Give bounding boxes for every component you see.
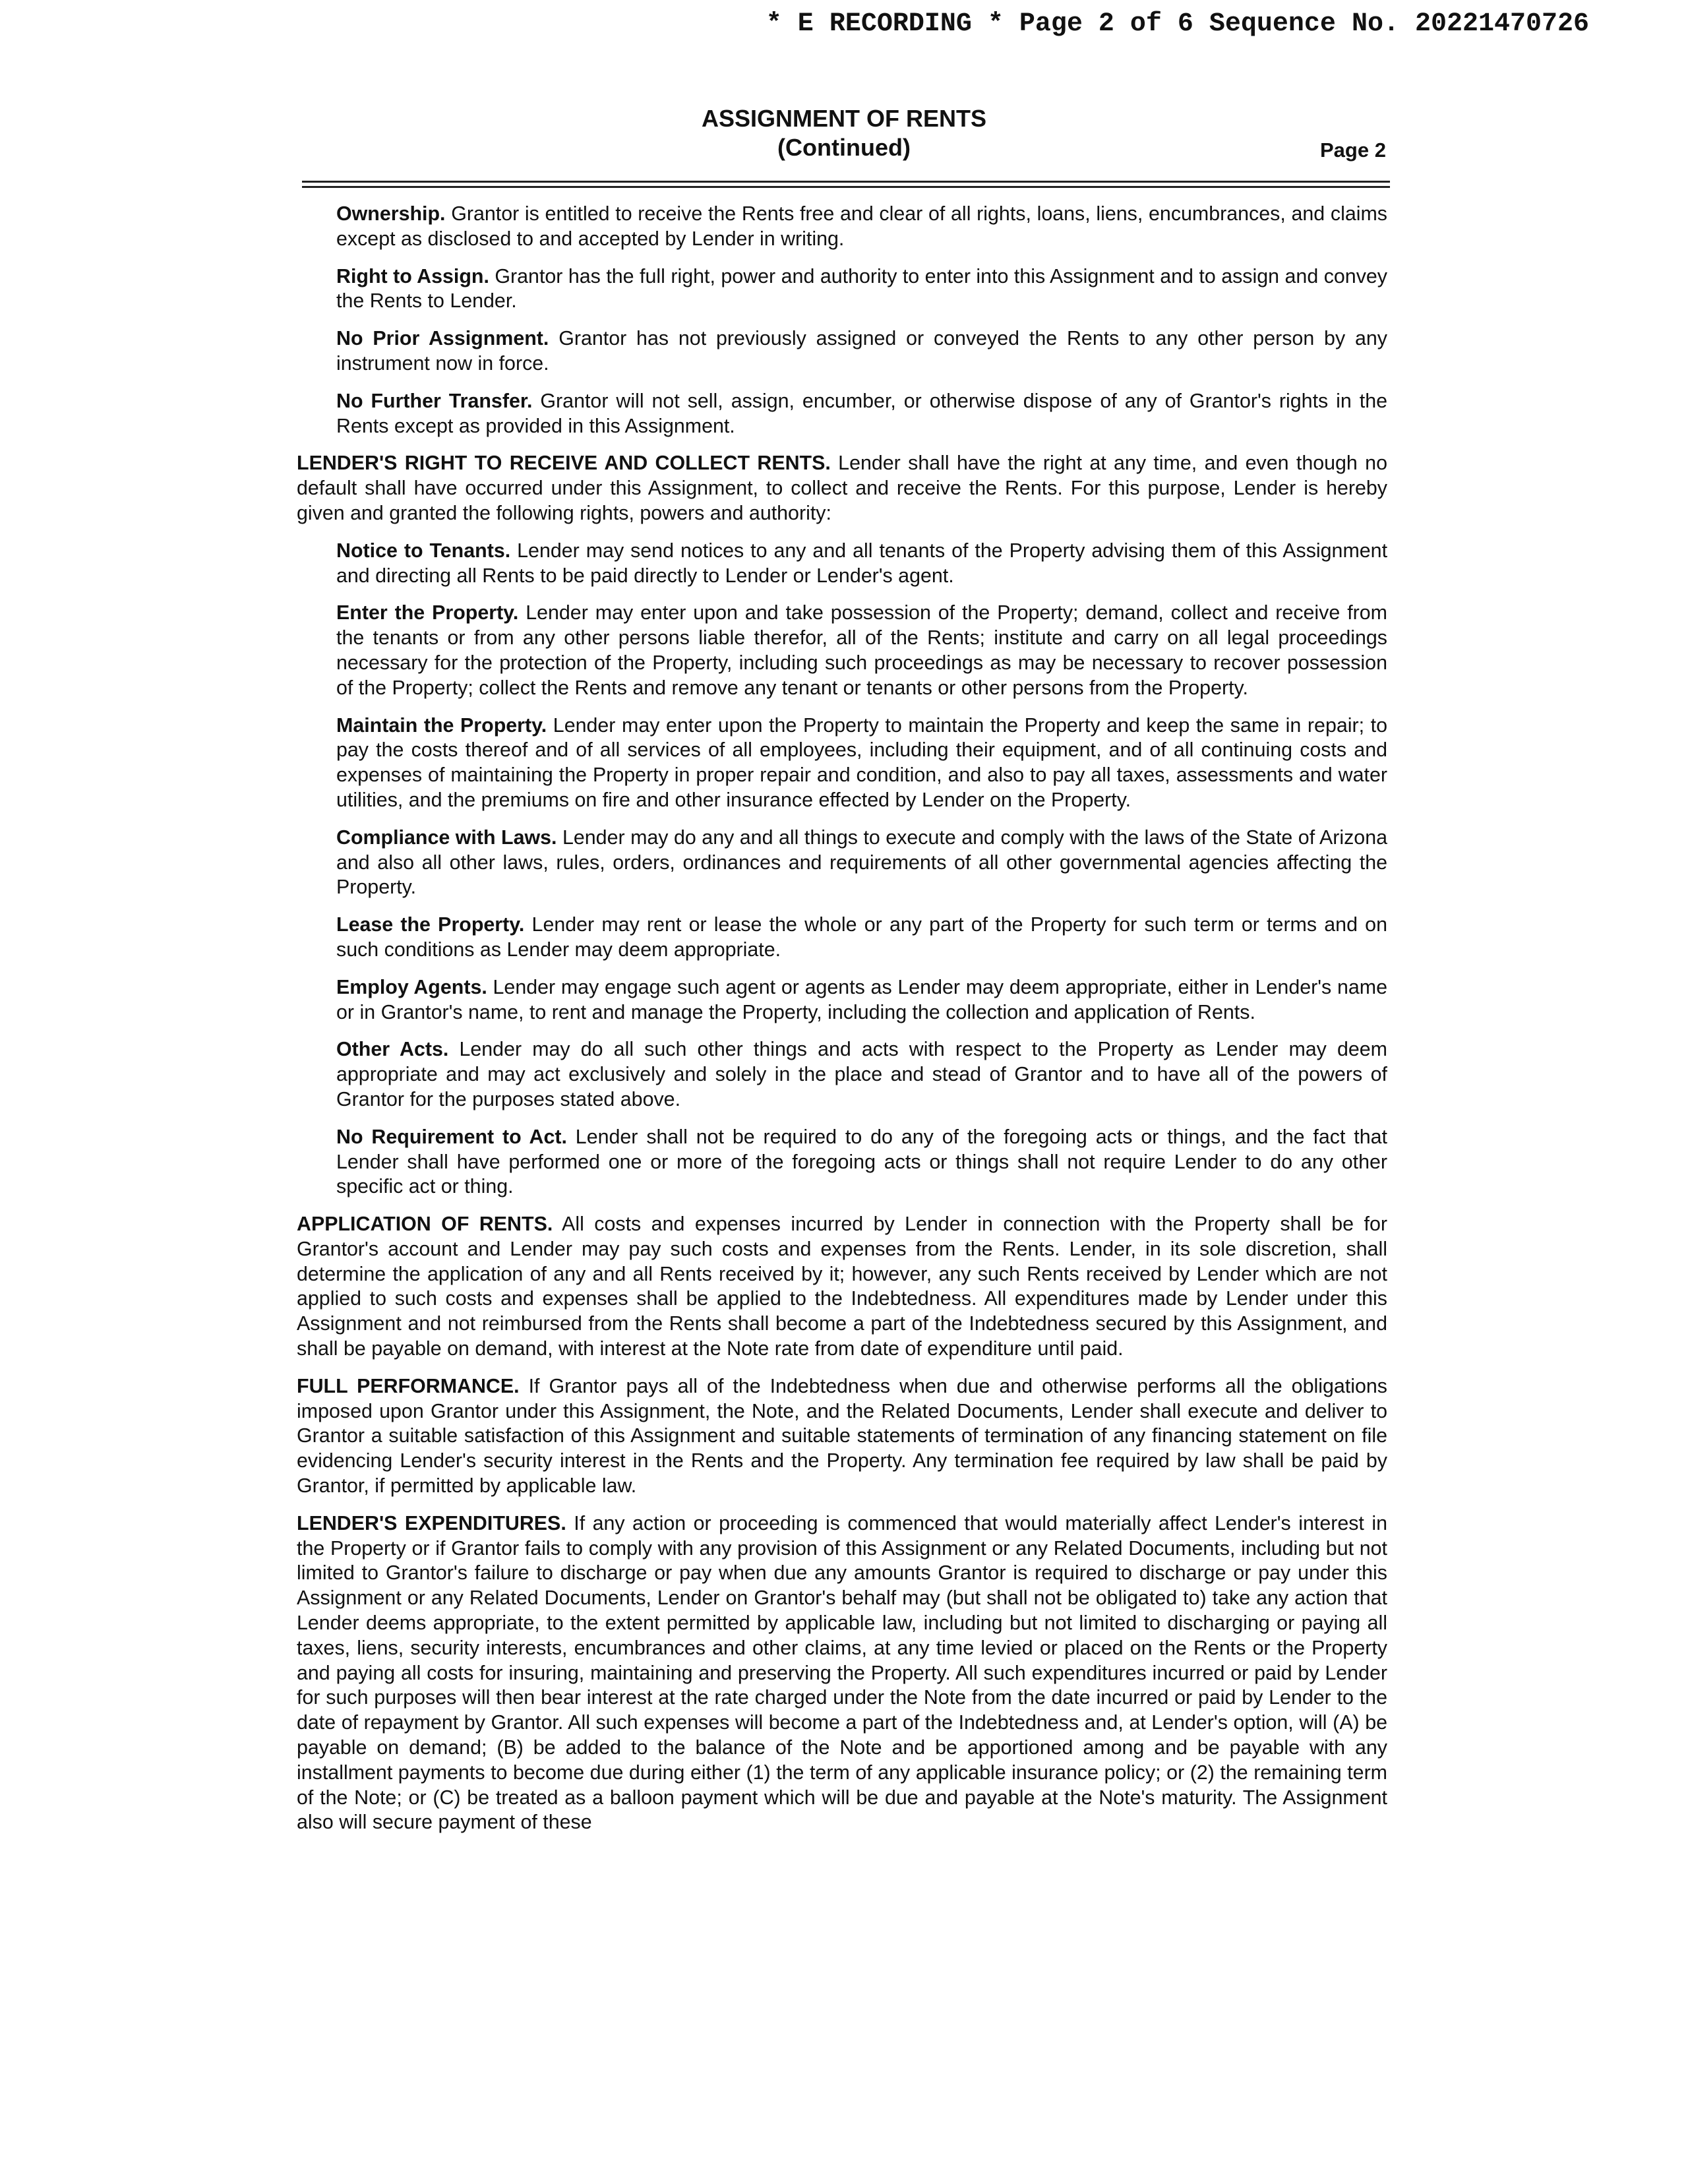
header-rule-top [302, 181, 1390, 183]
paragraph-notice-to-tenants [336, 539, 1387, 589]
section-heading: LENDER'S EXPENDITURES. [297, 1511, 566, 1534]
document-title: ASSIGNMENT OF RENTS [701, 105, 987, 132]
section-lenders-right-to-collect [297, 451, 1387, 526]
paragraph-heading: Ownership. [336, 202, 446, 225]
paragraph-heading: No Requirement to Act. [336, 1125, 567, 1148]
paragraph-heading: Other Acts. [336, 1038, 449, 1061]
section-text: All costs and expenses incurred by Lender in connection with the Property shall be for Grantor's account and Lender may pay such costs and expenses from the Rents. Lender, in its sole discretion, shall determine the application of any and all Rents received by it; however, any such Rents received by Lender which are not applied to such costs and expenses shall be applied to the Indebtedness. All expenditures made by Lender under this Assignment and not reimbursed from the Rents shall become a part of the Indebtedness secured by this Assignment, and shall be payable on demand, with interest at the Note rate from date of expenditure until paid. [297, 1213, 1387, 1360]
paragraph-compliance-with-laws [336, 826, 1387, 900]
paragraph-text: Grantor will not sell, assign, encumber, or otherwise dispose of any of Grantor's rights in the Rents except as provided in this Assignment. [336, 389, 1387, 437]
paragraph-enter-the-property [336, 601, 1387, 700]
paragraph-text: Lender may send notices to any and all tenants of the Property advising them of this Assignment and directing all Rents to be paid directly to Lender or Lender's agent. [336, 539, 1388, 587]
paragraph-text: Lender may do any and all things to execute and comply with the laws of the State of Arizona and also all other laws, rules, orders, ordinances and requirements of all other governmental agencies affecting the Property. [336, 826, 1388, 899]
paragraph-other-acts [336, 1037, 1387, 1112]
paragraph-maintain-the-property [336, 713, 1387, 813]
paragraph-heading: Notice to Tenants. [336, 539, 511, 562]
paragraph-heading: Compliance with Laws. [336, 826, 557, 849]
paragraph-text: Lender shall not be required to do any of the foregoing acts or things, and the fact that Lender shall have performed one or more of the foregoing acts or things shall not require Lender to do any other specific act or thing. [336, 1125, 1387, 1198]
section-text: If any action or proceeding is commenced that would materially affect Lender's interest in the Property or if Grantor fails to comply with any provision of this Assignment or any Related Documents, including but not limited to Grantor's failure to discharge or pay when due any amounts Grantor is required to discharge or pay under this Assignment or any Related Documents, Lender on Grantor's behalf may (but shall not be obligated to) take any action that Lender deems appropriate, to the extent permitted by applicable law, including but not limited to discharging or paying all taxes, liens, security interests, encumbrances and other claims, at any time levied or placed on the Rents or the Property and paying all costs for insuring, maintaining and preserving the Property. All such expenditures incurred or paid by Lender for such purposes will then bear interest at the rate charged under the Note from the date incurred or paid by Lender to the date of repayment by Grantor. All such expenses will become a part of the Indebtedness and, at Lender's option, will (A) be payable on demand; (B) be added to the balance of the Note and be apportioned among and be payable with any installment payments to become due during either (1) the term of any applicable insurance policy; or (2) the remaining term of the Note; or (C) be treated as a balloon payment which will be due and payable at the Note's maturity. The Assignment also will secure payment of these [297, 1511, 1387, 1834]
section-full-performance [297, 1374, 1387, 1499]
paragraph-text: Lender may do all such other things and acts with respect to the Property as Lender may deem appropriate and may act exclusively and solely in the place and stead of Grantor and to have all of the powers of Grantor for the purposes stated above. [336, 1038, 1387, 1110]
title-block [0, 104, 1688, 162]
paragraph-lease-the-property [336, 913, 1387, 963]
section-heading: LENDER'S RIGHT TO RECEIVE AND COLLECT RENTS. [297, 452, 831, 475]
paragraph-heading: Maintain the Property. [336, 713, 547, 737]
paragraph-text: Grantor has the full right, power and authority to enter into this Assignment and to assign and convey the Rents to Lender. [336, 264, 1387, 313]
paragraph-text: Lender may enter upon the Property to maintain the Property and keep the same in repair; to pay the costs thereof and of all services of all employees, including their equipment, and of all continuing costs and expenses of maintaining the Property in proper repair and condition, and also to pay all taxes, assessments and water utilities, and the premiums on fire and other insurance effected by Lender on the Property. [336, 713, 1388, 811]
paragraph-no-requirement-to-act [336, 1125, 1387, 1199]
paragraph-text: Lender may engage such agent or agents as Lender may deem appropriate, either in Lender's name or in Grantor's name, to rent and manage the Property, including the collection and application of Rents. [336, 975, 1387, 1023]
paragraph-heading: Right to Assign. [336, 264, 489, 288]
header-rule-bottom [302, 186, 1390, 188]
paragraph-ownership [336, 202, 1387, 252]
document-body [297, 202, 1387, 1848]
section-heading: FULL PERFORMANCE. [297, 1374, 520, 1397]
paragraph-heading: Lease the Property. [336, 913, 525, 936]
document-subtitle: (Continued) [777, 134, 911, 161]
paragraph-no-further-transfer [336, 389, 1387, 439]
section-application-of-rents [297, 1212, 1387, 1362]
paragraph-no-prior-assignment [336, 326, 1387, 377]
section-lenders-expenditures [297, 1511, 1387, 1835]
section-heading: APPLICATION OF RENTS. [297, 1213, 553, 1236]
section-text: Lender shall have the right at any time, and even though no default shall have occurred under this Assignment, to collect and receive the Rents. For this purpose, Lender is hereby given and granted the following rights, powers and authority: [297, 452, 1387, 524]
paragraph-heading: No Prior Assignment. [336, 327, 549, 350]
recording-header: * E RECORDING * Page 2 of 6 Sequence No. 20221470726 [766, 9, 1589, 39]
paragraph-employ-agents [336, 975, 1387, 1025]
paragraph-heading: Employ Agents. [336, 975, 487, 998]
paragraph-text: Grantor is entitled to receive the Rents free and clear of all rights, loans, liens, encumbrances, and claims except as disclosed to and accepted by Lender in writing. [336, 202, 1387, 250]
paragraph-text: Lender may rent or lease the whole or any part of the Property for such term or terms and on such conditions as Lender may deem appropriate. [336, 913, 1387, 961]
paragraph-heading: Enter the Property. [336, 601, 519, 624]
paragraph-text: Lender may enter upon and take possession of the Property; demand, collect and receive from the tenants or from any other persons liable therefor, all of the Rents; institute and carry on all legal proceedings necessary for the protection of the Property, including such proceedings as may be necessary to recover possession of the Property; collect the Rents and remove any tenant or tenants or other persons from the Property. [336, 601, 1387, 699]
page-number-label: Page 2 [1320, 138, 1386, 162]
paragraph-text: Grantor has not previously assigned or conveyed the Rents to any other person by any instrument now in force. [336, 327, 1387, 375]
paragraph-right-to-assign [336, 264, 1387, 315]
paragraph-heading: No Further Transfer. [336, 389, 533, 412]
section-text: If Grantor pays all of the Indebtedness when due and otherwise performs all the obligations imposed upon Grantor under this Assignment, the Note, and the Related Documents, Lender shall execute and deliver to Grantor a suitable satisfaction of this Assignment and suitable statements of termination of any financing statement on file evidencing Lender's security interest in the Rents and the Property. Any termination fee required by law shall be paid by Grantor, if permitted by applicable law. [297, 1374, 1387, 1498]
